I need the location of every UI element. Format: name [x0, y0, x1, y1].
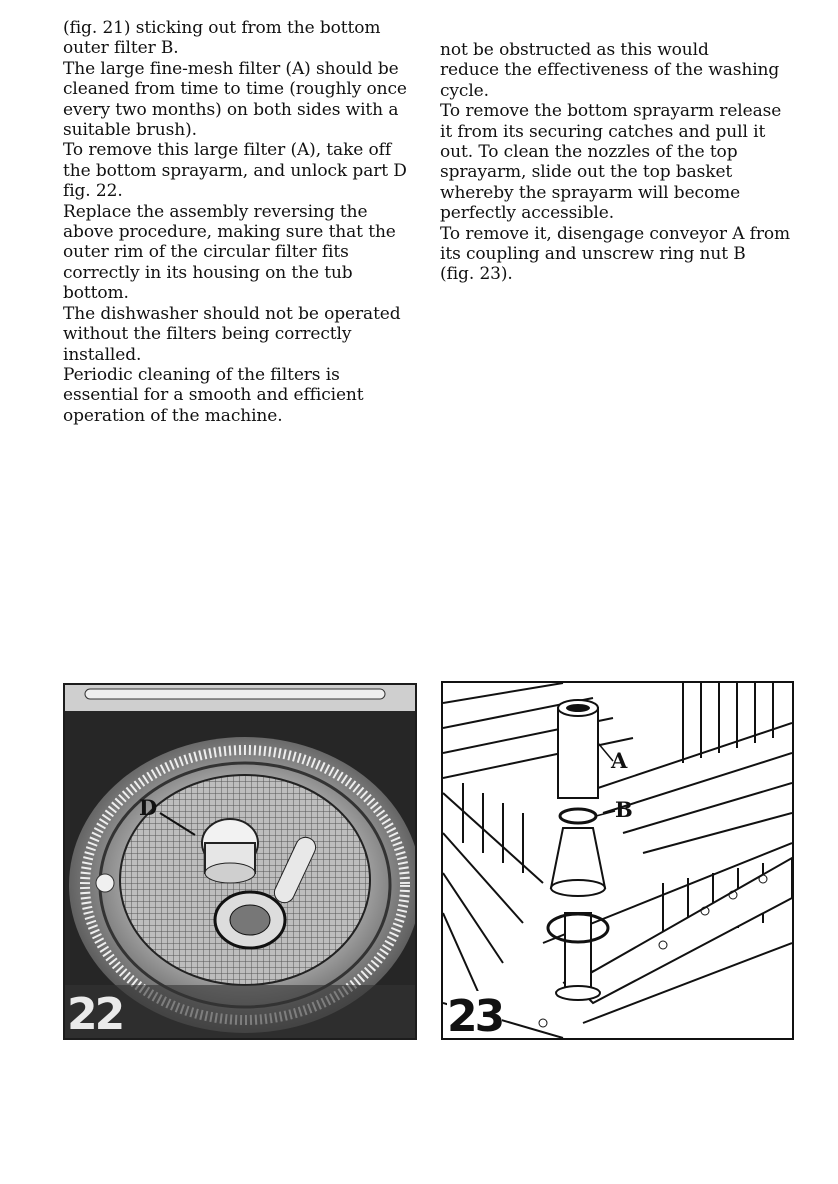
left-line: (fig. 21) sticking out from the bottom: [63, 18, 381, 38]
left-line: fig. 22.: [63, 181, 123, 202]
left-line: Replace the assembly reversing the: [63, 201, 368, 222]
left-line: To remove this large filter (A), take off: [63, 140, 392, 161]
right-line: (fig. 23).: [440, 264, 513, 285]
left-line: outer rim of the circular filter fits: [63, 242, 349, 263]
left-line: installed.: [63, 344, 142, 365]
label-d: D: [139, 795, 158, 820]
label-b: B: [615, 797, 633, 822]
left-line: The large fine-mesh filter (A) should be: [63, 58, 399, 79]
right-line: cycle.: [440, 80, 489, 101]
left-line: outer filter B.: [63, 38, 179, 59]
right-line: sprayarm, slide out the top basket: [440, 162, 733, 183]
left-line: above procedure, making sure that the: [63, 222, 396, 243]
left-line: cleaned from time to time (roughly once: [63, 79, 407, 100]
figure-23-sprayarm-drawing: [441, 681, 794, 1040]
right-line: To remove it, disengage conveyor A from: [440, 223, 791, 244]
left-line: Periodic cleaning of the filters is: [63, 364, 340, 385]
left-line: correctly in its housing on the tub: [63, 262, 353, 283]
left-line: every two months) on both sides with a: [63, 99, 399, 120]
left-line: essential for a smooth and efficient: [63, 385, 364, 406]
figure-22-filter-photo: [63, 683, 417, 1040]
left-line: suitable brush).: [63, 120, 197, 141]
label-a: A: [611, 748, 628, 773]
right-line: whereby the sprayarm will become: [440, 182, 741, 203]
right-line: not be obstructed as this would: [440, 40, 709, 60]
left-line: operation of the machine.: [63, 405, 283, 426]
right-line: its coupling and unscrew ring nut B: [440, 244, 746, 265]
right-line: reduce the effectiveness of the washing: [440, 60, 780, 81]
right-line: it from its securing catches and pull it: [440, 121, 766, 142]
left-line: bottom.: [63, 283, 129, 304]
filter-assembly-illustration: [65, 685, 415, 1038]
right-text-column: [440, 40, 810, 285]
left-text-column: [63, 18, 423, 426]
figure-number: 23: [447, 991, 503, 1040]
left-line: The dishwasher should not be operated: [63, 303, 401, 324]
left-line: the bottom sprayarm, and unlock part D: [63, 160, 407, 181]
right-line: To remove the bottom sprayarm release: [440, 101, 782, 122]
right-line: out. To clean the nozzles of the top: [440, 142, 738, 163]
left-line: without the filters being correctly: [63, 324, 352, 345]
right-line: perfectly accessible.: [440, 203, 615, 224]
sprayarm-conveyor-illustration: [443, 683, 792, 1038]
figure-number: 22: [67, 989, 123, 1040]
